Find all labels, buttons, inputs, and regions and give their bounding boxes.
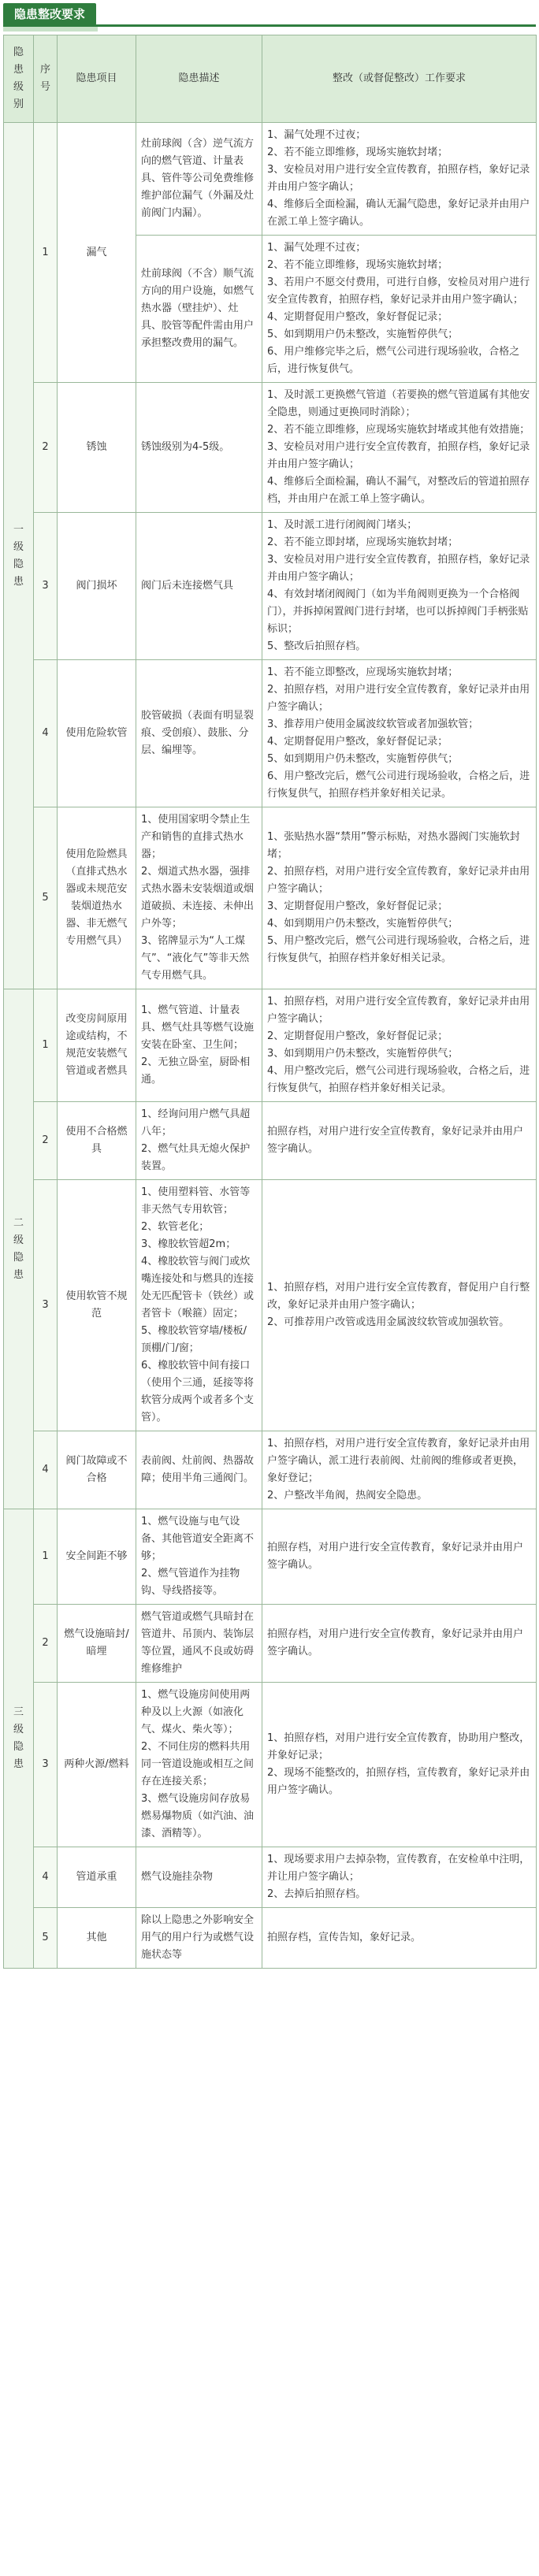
requirement-line: 2、户整改半角阀，热阀安全隐患。 (267, 1490, 428, 1501)
description-line: 1、使用塑料管、水管等非天然气专用软管； (141, 1186, 251, 1216)
row-number: 4 (34, 1847, 58, 1908)
table-row (4, 660, 537, 807)
requirement-line: 6、用户整改完后，燃气公司进行现场验收，合格之后，进行恢复供气，拍照存档并象好相关记录。 (267, 770, 530, 800)
section-header (0, 0, 539, 36)
hazard-item: 阀门故障或不合格 (58, 1431, 136, 1509)
requirement-line: 1、拍照存档，对用户进行安全宣传教育，督促用户自行整改，象好记录并由用户签字确认； (267, 1282, 530, 1311)
row-number: 4 (34, 1431, 58, 1509)
requirement-line: 4、用户整改完后，燃气公司进行现场验收，合格之后，进行恢复供气，拍照存档并象好相关记录。 (267, 1065, 530, 1094)
row-number: 1 (34, 989, 58, 1102)
section-title: 隐患整改要求 (3, 3, 96, 25)
table-row (4, 1908, 537, 1969)
requirement-line: 2、可推荐用户改管或选用金属波纹软管或加强软管。 (267, 1316, 510, 1328)
col-header-desc: 隐患描述 (136, 35, 262, 123)
rectification-requirement (262, 1908, 537, 1969)
rectification-requirement (262, 123, 537, 236)
requirement-line: 3、安检员对用户进行安全宣传教育，拍照存档，象好记录并由用户签字确认； (267, 441, 530, 470)
table-header-row (4, 35, 537, 123)
hazard-description: 燃气管道或燃气具暗封在管道井、吊顶内、装饰层等位置，通风不良或妨碍维修维护 (136, 1605, 262, 1683)
description-line: 2、烟道式热水器，强排式热水器未安装烟道或烟道破损、未连接、未伸出户外等； (141, 866, 255, 930)
rectification-requirement (262, 1509, 537, 1605)
hazard-item: 漏气 (58, 123, 136, 383)
hazard-level (4, 989, 34, 1509)
description-line: 1、燃气设施房间使用两种及以上火源（如液化气、煤火、柴火等）； (141, 1689, 251, 1735)
row-number: 4 (34, 660, 58, 807)
hazard-table (3, 35, 537, 1969)
table-row (4, 1180, 537, 1431)
description-line: 2、不同住房的燃料共用同一管道设施或相互之间存在连接关系； (141, 1741, 255, 1787)
row-number: 5 (34, 1908, 58, 1969)
description-line: 1、使用国家明令禁止生产和销售的直排式热水器； (141, 814, 251, 860)
hazard-item: 锈蚀 (58, 383, 136, 513)
hazard-description (136, 1509, 262, 1605)
requirement-line: 1、现场要求用户去掉杂物，宣传教育，在安检单中注明，并让用户签字确认； (267, 1854, 530, 1883)
rectification-requirement (262, 236, 537, 383)
table-row (4, 513, 537, 660)
requirement-line: 6、用户维修完毕之后，燃气公司进行现场验收，合格之后，进行恢复供气。 (267, 346, 520, 375)
description-line: 3、铭牌显示为“人工煤气”、“液化气”等非天然气专用燃气具。 (141, 935, 250, 982)
requirement-line: 1、若不能立即整改，应现场实施软封堵； (267, 666, 459, 678)
requirement-line: 5、用户整改完后，燃气公司进行现场验收，合格之后，进行恢复供气，拍照存档并象好相关记录。 (267, 935, 530, 964)
requirement-line: 1、拍照存档，对用户进行安全宣传教育，协助用户整改，并象好记录； (267, 1732, 530, 1761)
requirement-line: 4、有效封堵闭阀阀门（如为半角阀则更换为一个合格阀门），并拆掉闲置阀门进行封堵，也可以拆掉阀门手柄张贴标识； (267, 588, 529, 635)
table-row (4, 1683, 537, 1847)
requirement-line: 3、安检员对用户进行安全宣传教育，拍照存档，象好记录并由用户签字确认； (267, 554, 530, 583)
hazard-item: 改变房间原用途或结构，不规范安装燃气管道或者燃具 (58, 989, 136, 1102)
rectification-requirement (262, 989, 537, 1102)
hazard-item: 使用不合格燃具 (58, 1102, 136, 1180)
hazard-item: 使用软管不规范 (58, 1180, 136, 1431)
requirement-line: 4、维修后全面检漏，确认不漏气，对整改后的管道拍照存档，并由用户在派工单上签字确认。 (267, 476, 530, 505)
hazard-description: 表前阀、灶前阀、热器故障；使用半角三通阀门。 (136, 1431, 262, 1509)
rectification-requirement (262, 660, 537, 807)
requirement-line: 2、拍照存档，对用户进行安全宣传教育，象好记录并由用户签字确认； (267, 684, 530, 713)
description-line: 1、燃气设施与电气设备、其他管道安全距离不够； (141, 1516, 255, 1562)
requirement-line: 4、定期督促用户整改，象好督促记录； (267, 736, 448, 748)
requirement-line: 5、如到期用户仍未整改，实施暂停供气； (267, 328, 459, 340)
row-number: 5 (34, 807, 58, 989)
row-number: 1 (34, 123, 58, 383)
row-number: 1 (34, 1509, 58, 1605)
requirement-line: 1、漏气处理不过夜； (267, 242, 366, 254)
header-accent (3, 27, 98, 32)
hazard-item: 其他 (58, 1908, 136, 1969)
requirement-line: 1、张贴热水器“禁用”警示标贴，对热水器阀门实施软封堵； (267, 831, 520, 860)
rectification-requirement (262, 513, 537, 660)
hazard-description (136, 1683, 262, 1847)
rectification-requirement (262, 807, 537, 989)
row-number: 3 (34, 513, 58, 660)
description-line: 5、橡胶软管穿墙/楼板/顶棚/门/窗； (141, 1325, 247, 1354)
requirement-line: 1、漏气处理不过夜； (267, 129, 366, 141)
table-row (4, 1847, 537, 1908)
rectification-requirement (262, 1431, 537, 1509)
requirement-line: 1、及时派工更换燃气管道（若要换的燃气管道属有其他安全隐患，则通过更换同时消除）； (267, 389, 530, 418)
row-number: 3 (34, 1180, 58, 1431)
hazard-description: 除以上隐患之外影响安全用气的用户行为或燃气设施状态等 (136, 1908, 262, 1969)
hazard-level-text: 二级隐患 (13, 1216, 24, 1281)
requirement-line: 5、整改后拍照存档。 (267, 640, 366, 652)
row-number: 3 (34, 1683, 58, 1847)
table-row (4, 1509, 537, 1605)
requirement-line: 1、拍照存档，对用户进行安全宣传教育，象好记录并由用户签字确认； (267, 996, 530, 1025)
requirement-line: 1、及时派工进行闭阀阀门堵头； (267, 519, 418, 531)
requirement-line: 3、定期督促用户整改，象好督促记录； (267, 900, 448, 912)
hazard-description: 灶前球阀（不含）顺气流方向的用户设施，如燃气热水器（壁挂炉）、灶具、胶管等配件需由用户承担整改费用的漏气。 (136, 236, 262, 383)
hazard-item: 燃气设施暗封/暗埋 (58, 1605, 136, 1683)
hazard-item: 安全间距不够 (58, 1509, 136, 1605)
table-row (4, 1102, 537, 1180)
requirement-line: 2、拍照存档，对用户进行安全宣传教育，象好记录并由用户签字确认； (267, 866, 530, 895)
hazard-level-text: 一级隐患 (13, 523, 24, 588)
requirement-line: 3、安检员对用户进行安全宣传教育，拍照存档，象好记录并由用户签字确认； (267, 164, 530, 193)
requirement-line: 2、去掉后拍照存档。 (267, 1888, 366, 1900)
requirement-line: 2、定期督促用户整改，象好督促记录； (267, 1030, 448, 1042)
row-number: 2 (34, 383, 58, 513)
hazard-item: 使用危险软管 (58, 660, 136, 807)
description-line: 2、无独立卧室，厨卧相通。 (141, 1056, 251, 1086)
rectification-requirement (262, 383, 537, 513)
requirement-line: 3、若用户不愿交付费用，可进行自修，安检员对用户进行安全宣传教育，拍照存档，象好记录并由用户签字确认； (267, 277, 530, 306)
rectification-requirement (262, 1847, 537, 1908)
requirement-line: 拍照存档，对用户进行安全宣传教育，象好记录并由用户签字确认。 (267, 1542, 524, 1571)
table-row (4, 807, 537, 989)
table-row (4, 1605, 537, 1683)
table-body (4, 123, 537, 1969)
hazard-description: 阀门后未连接燃气具 (136, 513, 262, 660)
hazard-item: 两种火源/燃料 (58, 1683, 136, 1847)
requirement-line: 2、若不能立即维修，现场实施软封堵； (267, 147, 448, 158)
col-header-level: 隐患级别 (4, 35, 34, 123)
description-line: 6、橡胶软管中间有接口（使用个三通，延接等将软管分成两个或者多个支管）。 (141, 1360, 255, 1423)
table-row (4, 383, 537, 513)
table-row (4, 123, 537, 236)
table-row (4, 989, 537, 1102)
description-line: 1、经询问用户燃气具超八年； (141, 1108, 251, 1138)
description-line: 3、燃气设施房间存放易燃易爆物质（如汽油、油漆、酒精等）。 (141, 1793, 255, 1839)
description-line: 4、橡胶软管与阀门或炊嘴连接处和与燃具的连接处无匹配管卡（铁丝）或者管卡（喉箍）固定； (141, 1256, 255, 1320)
requirement-line: 3、如到期用户仍未整改，实施暂停供气； (267, 1048, 459, 1060)
requirement-line: 4、定期督促用户整改，象好督促记录； (267, 311, 448, 323)
hazard-description: 胶管破损（表面有明显裂痕、受创痕）、鼓胀、分层、编埋等。 (136, 660, 262, 807)
hazard-description (136, 1180, 262, 1431)
hazard-description (136, 807, 262, 989)
description-line: 2、燃气灶具无熄火保护装置。 (141, 1143, 251, 1172)
requirement-line: 2、若不能立即维修，应现场实施软封堵或其他有效措施； (267, 424, 530, 436)
hazard-description: 锈蚀级别为4-5级。 (136, 383, 262, 513)
hazard-level (4, 123, 34, 989)
hazard-description (136, 1102, 262, 1180)
col-header-no: 序号 (34, 35, 58, 123)
hazard-level-text: 三级隐患 (13, 1706, 24, 1770)
rectification-requirement (262, 1102, 537, 1180)
requirement-line: 2、若不能立即封堵，应现场实施软封堵； (267, 536, 459, 548)
hazard-level (4, 1509, 34, 1969)
description-line: 3、橡胶软管超2m； (141, 1238, 236, 1250)
requirement-line: 4、维修后全面检漏，确认无漏气隐患，象好记录并由用户在派工单上签字确认。 (267, 199, 530, 228)
hazard-item: 使用危险燃具（直排式热水器或未规范安装烟道热水器、非无燃气专用燃气具） (58, 807, 136, 989)
row-number: 2 (34, 1102, 58, 1180)
description-line: 2、燃气管道作为挂物钩、导线搭接等。 (141, 1568, 240, 1597)
requirement-line: 1、拍照存档，对用户进行安全宣传教育，象好记录并由用户签字确认，派工进行表前阀、灶前阀的维修或者更换，象好登记； (267, 1438, 530, 1484)
requirement-line: 4、如到期用户仍未整改，实施暂停供气； (267, 918, 459, 930)
col-header-req: 整改（或督促整改）工作要求 (262, 35, 537, 123)
requirement-line: 3、推荐用户使用金属波纹软管或者加强软管； (267, 718, 479, 730)
hazard-item: 管道承重 (58, 1847, 136, 1908)
rectification-requirement (262, 1180, 537, 1431)
requirement-line: 5、如到期用户仍未整改，实施暂停供气； (267, 753, 459, 765)
col-header-item: 隐患项目 (58, 35, 136, 123)
description-line: 1、燃气管道、计量表具、燃气灶具等燃气设施安装在卧室、卫生间； (141, 1004, 255, 1051)
description-line: 2、软管老化； (141, 1221, 210, 1233)
requirement-line: 拍照存档，对用户进行安全宣传教育，象好记录并由用户签字确认。 (267, 1628, 524, 1657)
requirement-line: 拍照存档，宣传告知，象好记录。 (267, 1932, 422, 1943)
rectification-requirement (262, 1605, 537, 1683)
table-row (4, 1431, 537, 1509)
requirement-line: 2、现场不能整改的，拍照存档，宣传教育，象好记录并由用户签字确认。 (267, 1767, 530, 1796)
rectification-requirement (262, 1683, 537, 1847)
requirement-line: 拍照存档，对用户进行安全宣传教育，象好记录并由用户签字确认。 (267, 1126, 524, 1155)
requirement-line: 2、若不能立即维修，现场实施软封堵； (267, 259, 448, 271)
hazard-description (136, 989, 262, 1102)
hazard-description: 燃气设施挂杂物 (136, 1847, 262, 1908)
hazard-item: 阀门损坏 (58, 513, 136, 660)
hazard-description: 灶前球阀（含）逆气流方向的燃气管道、计量表具、管件等公司免费维修维护部位漏气（外漏及灶前阀门内漏）。 (136, 123, 262, 236)
row-number: 2 (34, 1605, 58, 1683)
